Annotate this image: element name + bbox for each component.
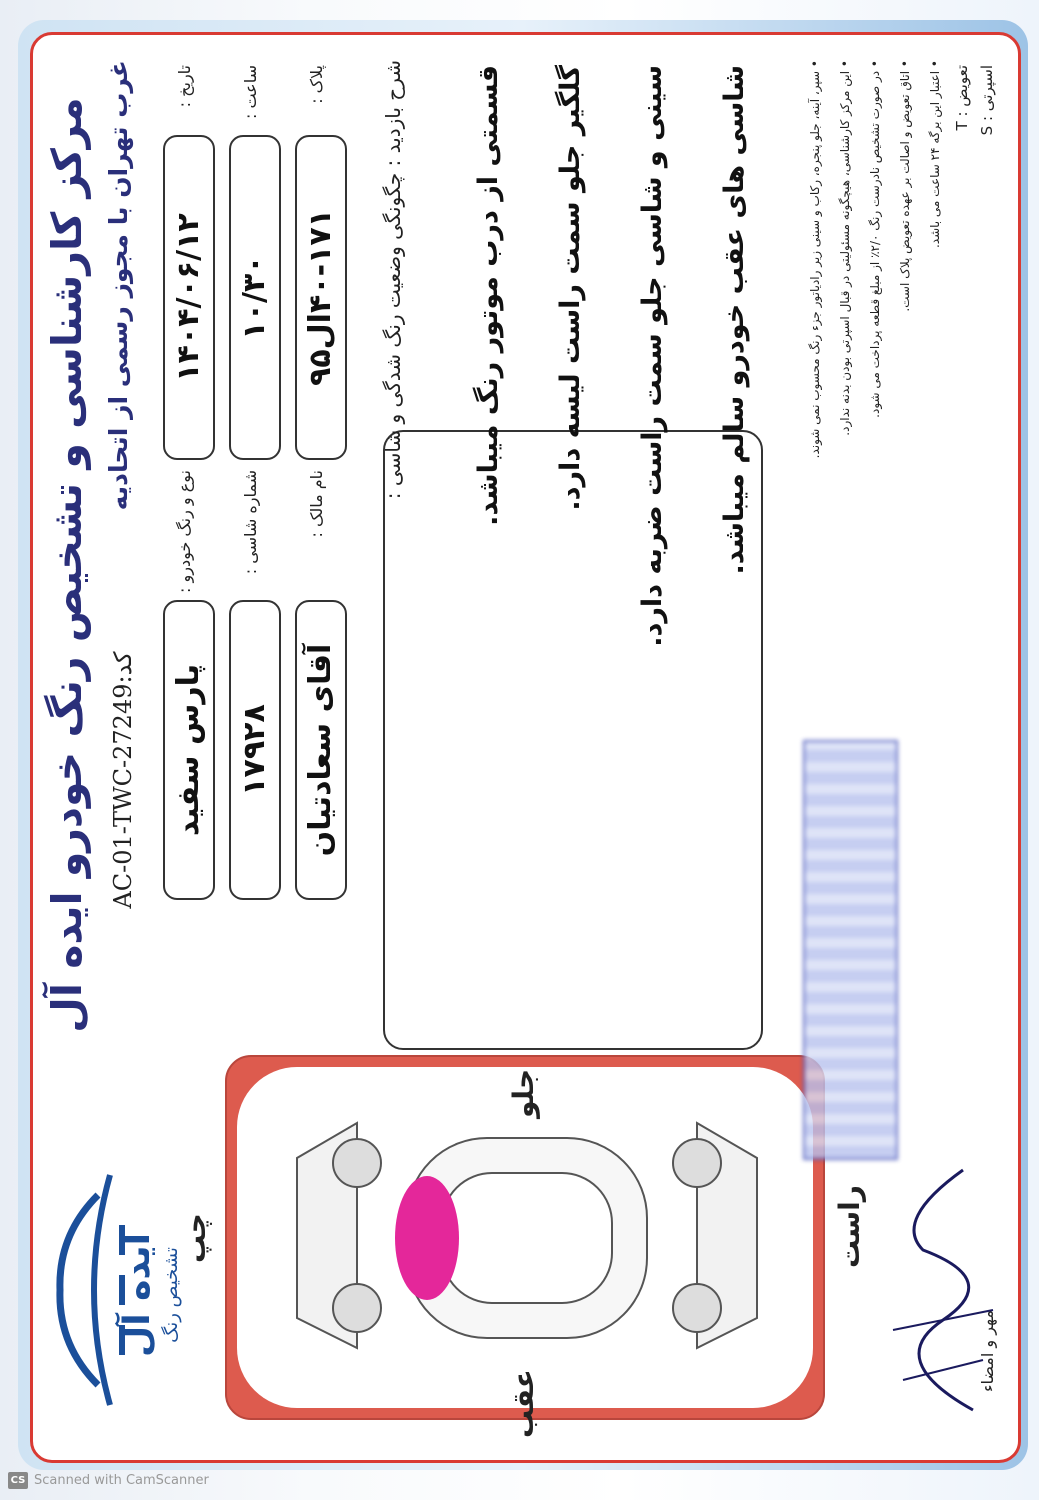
logo-car-icon xyxy=(38,1155,128,1425)
note-item: • اعتبار این برگه ۲۴ ساعت می باشد. xyxy=(928,60,942,249)
car-outline-icon xyxy=(237,1067,813,1408)
owner-field: آقای سعادتیان xyxy=(295,600,347,900)
hood-marked-part xyxy=(395,1176,459,1300)
note-item: • این مرکز کارشناسی، هیچگونه مسئولیتی در قبال اسپرتی بودن بدنه ندارد. xyxy=(838,60,852,436)
car-type-field: پارس سفید xyxy=(163,600,215,900)
report-content xyxy=(33,35,1018,1460)
camscanner-watermark xyxy=(8,1472,209,1489)
logo-tagline: تشخیص رنگ xyxy=(161,1247,182,1343)
chassis-field: ۱۷۹۲۸ xyxy=(229,600,281,900)
plate-label: پلاک : xyxy=(307,65,326,104)
diagram-front-label: جلو xyxy=(507,1068,540,1118)
note-item: • در صورت تشخیص نادرست رنگ ۲/۰٪ از مبلغ قطعه پرداخت می شود. xyxy=(868,60,882,418)
legend-sport: اسپرتی : S xyxy=(978,65,996,136)
inspection-line: سینی و شاسی جلو سمت راست ضربه دارد. xyxy=(637,65,668,647)
inspection-line: شاسی های عقب خودرو سالم میباشد. xyxy=(719,65,750,575)
camscanner-text: Scanned with CamScanner xyxy=(34,1473,209,1488)
chassis-label: شماره شاسی : xyxy=(241,470,260,575)
plate-field: ۴۰-۱۷۱ال۹۵ xyxy=(295,135,347,460)
car-diagram-panel xyxy=(179,1055,866,1438)
note-item: • سپر، آینه، جلو پنجره، رکاب و سینی زیر رادیاتور جزء رنگ محسوب نمی شوند. xyxy=(808,60,822,459)
time-label: ساعت : xyxy=(241,65,260,120)
inspection-line: گلگیر جلو سمت راست لیسه دارد. xyxy=(555,65,586,511)
diagram-right-label: راست xyxy=(833,1185,866,1268)
inspection-line: قسمتی از درب موتور رنگ میباشد. xyxy=(473,65,504,526)
report-title: مرکز کارشناسی و تشخیص رنگ خودرو ایده آل xyxy=(43,97,91,1033)
blurred-stamp xyxy=(803,740,898,1160)
diagram-left-label: چپ xyxy=(179,1213,212,1263)
date-label: تاریخ : xyxy=(175,65,194,108)
company-logo xyxy=(38,1125,228,1425)
car-diagram xyxy=(237,1067,813,1408)
diagram-rear-label: عقب xyxy=(507,1369,540,1438)
inspection-heading: شرح بازدید : چگونگی وضعیت رنگ شدگی و شاسی : xyxy=(381,60,405,500)
legend-replaced: تعویض : T xyxy=(953,65,971,131)
owner-label: نام مالک : xyxy=(307,470,326,538)
signature-label: مهر و امضاء xyxy=(978,1310,997,1392)
car-type-label: نوع و رنگ خودرو : xyxy=(175,470,194,593)
time-field: ۱۰/۳۰ xyxy=(229,135,281,460)
logo-name: ایده آل xyxy=(117,1233,158,1358)
report-subtitle: غرب تهران با مجوز رسمی از اتحادیه xyxy=(104,60,133,511)
date-field: ۱۴۰۴/۰۶/۱۲ xyxy=(163,135,215,460)
license-code: AC-01-TWC-27249:کد xyxy=(109,651,137,909)
note-item: • اتاق تعویض و اصالت بر عهده تعویض پلاک است. xyxy=(898,60,912,312)
camscanner-badge-icon: CS xyxy=(8,1472,28,1489)
